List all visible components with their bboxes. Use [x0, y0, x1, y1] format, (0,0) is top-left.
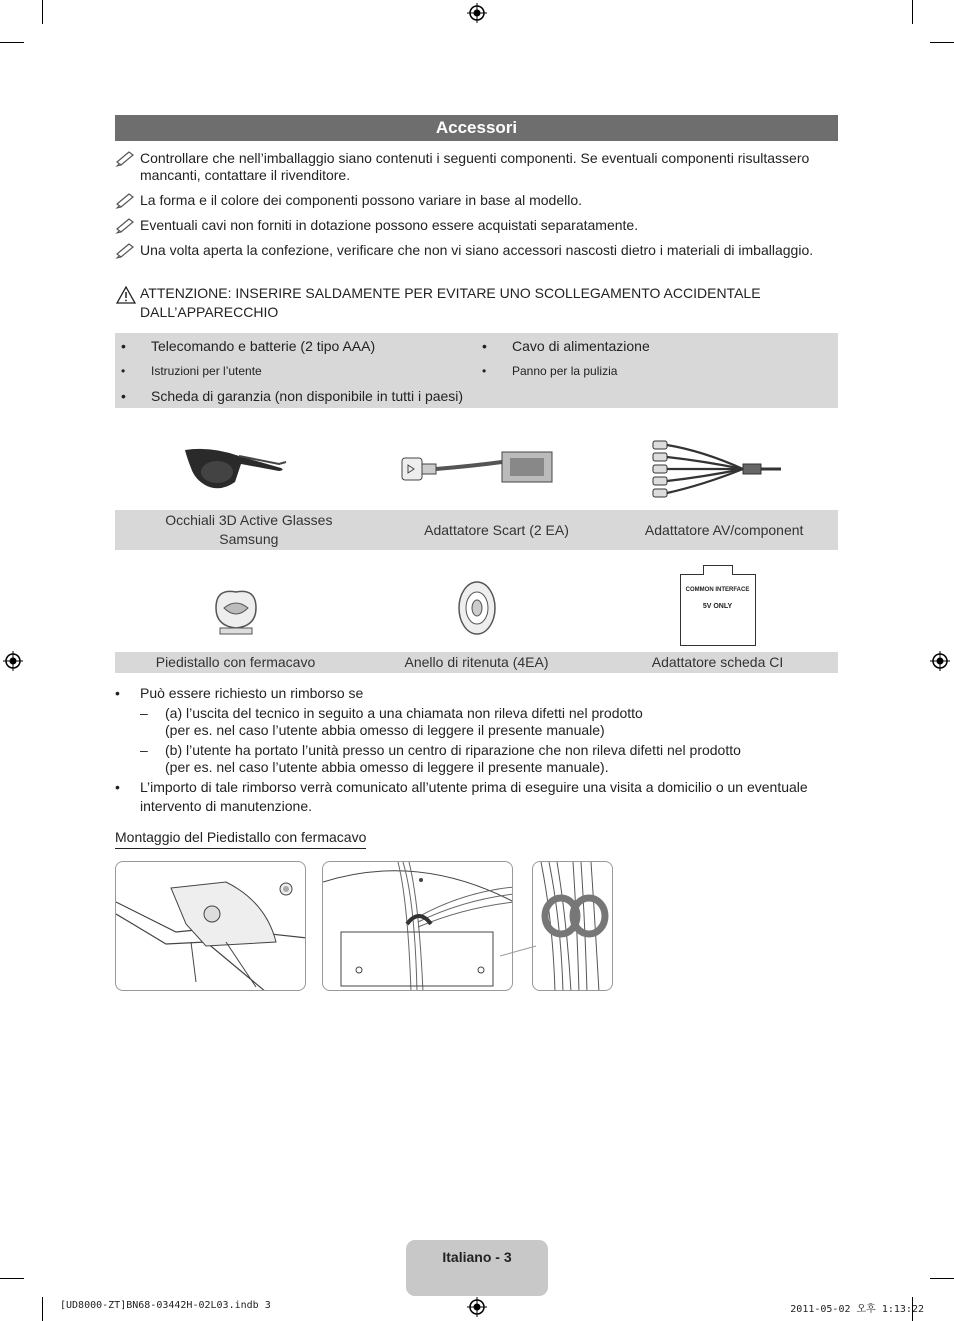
- list-item: • Cavo di alimentazione: [482, 338, 650, 354]
- crop-mark: [930, 1278, 954, 1279]
- dash: –: [140, 742, 148, 758]
- registration-mark-icon: [930, 651, 950, 671]
- bullet: •: [115, 779, 120, 795]
- crop-mark: [930, 42, 954, 43]
- ci-card-label: COMMON INTERFACE: [685, 587, 750, 593]
- note-text: La forma e il colore dei componenti possono variare in base al modello.: [140, 192, 583, 208]
- cable-routing-icon: [323, 862, 513, 991]
- section-title: Accessori: [115, 115, 838, 141]
- crop-mark: [42, 1297, 43, 1321]
- note-text: Controllare che nell’imballaggio siano contenuti i seguenti componenti. Se eventuali componenti risultassero mancanti, contattare il rivenditore.: [140, 150, 810, 183]
- av-adapter-icon: [643, 433, 793, 503]
- dash: –: [140, 705, 148, 721]
- caption: Occhiali 3D Active Glasses Samsung: [165, 512, 333, 547]
- page-number-tab: Italiano - 3: [406, 1240, 548, 1296]
- ci-card-icon: [680, 574, 756, 646]
- ci-card-voltage: 5V ONLY: [702, 603, 733, 610]
- crop-mark: [0, 42, 24, 43]
- caption: Piedistallo con fermacavo: [155, 654, 316, 670]
- assembly-illustration: [322, 861, 513, 991]
- av-component-adapter-image: [597, 425, 838, 510]
- cable-bundle-icon: [533, 862, 613, 991]
- glasses-image: [115, 425, 356, 510]
- ci-card-adapter-image: [597, 565, 838, 651]
- list-item: • Istruzioni per l’utente: [121, 364, 262, 378]
- registration-mark-icon: [467, 3, 487, 23]
- refund-item-b: (b) l’utente ha portato l’unità presso un centro di riparazione che non rileva difetti nel prodotto: [165, 742, 741, 758]
- warning: [115, 284, 838, 322]
- warning-text: ATTENZIONE: INSERIRE SALDAMENTE PER EVITARE UNO SCOLLEGAMENTO ACCIDENTALE DALL’APPARECCHIO: [140, 285, 761, 320]
- note: [115, 192, 838, 209]
- crop-mark: [912, 0, 913, 24]
- list-item: • Scheda di garanzia (non disponibile in tutti i paesi): [121, 388, 464, 404]
- list-item: • Telecomando e batterie (2 tipo AAA): [121, 338, 376, 354]
- caption: Anello di ritenuta (4EA): [404, 654, 549, 670]
- pencil-note-icon: [115, 242, 137, 259]
- pencil-note-icon: [115, 150, 137, 167]
- caption: Adattatore AV/component: [644, 521, 804, 538]
- scart-adapter-icon: [392, 438, 562, 498]
- stand-image: [115, 565, 356, 651]
- holder-ring-image: [356, 565, 597, 651]
- note: [115, 217, 838, 234]
- scart-adapter-image: [356, 425, 597, 510]
- caption: Adattatore Scart (2 EA): [424, 521, 569, 538]
- assembly-illustration: [532, 861, 613, 991]
- bullet: •: [115, 685, 120, 701]
- refund-notice-cont: intervento di manutenzione.: [140, 798, 312, 814]
- crop-mark: [42, 0, 43, 24]
- holder-ring-icon: [452, 578, 502, 638]
- callout-line: [500, 930, 540, 960]
- accessory-list: [115, 333, 838, 408]
- note-text: Eventuali cavi non forniti in dotazione possono essere acquistati separatamente.: [140, 217, 639, 233]
- pencil-note-icon: [115, 217, 137, 234]
- assembly-illustration: [115, 861, 306, 991]
- 3d-glasses-icon: [181, 438, 291, 498]
- stand-mount-icon: [116, 862, 306, 991]
- refund-intro: Può essere richiesto un rimborso se: [140, 685, 364, 701]
- footer-timestamp: 2011-05-02 오후 1:13:22: [790, 1304, 924, 1315]
- refund-item-b-note: (per es. nel caso l’utente abbia omesso di leggere il presente manuale).: [165, 759, 609, 775]
- refund-item-a: (a) l’uscita del tecnico in seguito a una chiamata non rileva difetti nel prodotto: [165, 705, 643, 721]
- crop-mark: [0, 1278, 24, 1279]
- pencil-note-icon: [115, 192, 137, 209]
- caption-row: [115, 510, 838, 550]
- list-item: • Panno per la pulizia: [482, 364, 618, 378]
- note-text: Una volta aperta la confezione, verificare che non vi siano accessori nascosti dietro i materiali di imballaggio.: [140, 242, 814, 258]
- assembly-heading: Montaggio del Piedistallo con fermacavo: [115, 829, 366, 849]
- registration-mark-icon: [3, 651, 23, 671]
- footer-file: [UD8000-ZT]BN68-03442H-02L03.indb 3: [60, 1300, 271, 1311]
- note: [115, 150, 838, 184]
- registration-mark-icon: [467, 1297, 487, 1317]
- cable-holder-icon: [206, 578, 266, 638]
- refund-item-a-note: (per es. nel caso l’utente abbia omesso di leggere il presente manuale): [165, 722, 605, 738]
- caption-row: [115, 652, 838, 673]
- warning-triangle-icon: [116, 286, 136, 304]
- note: [115, 242, 838, 259]
- caption: Adattatore scheda CI: [651, 654, 784, 670]
- refund-notice: L’importo di tale rimborso verrà comunicato all’utente prima di eseguire una visita a domicilio o un eventuale: [140, 779, 808, 795]
